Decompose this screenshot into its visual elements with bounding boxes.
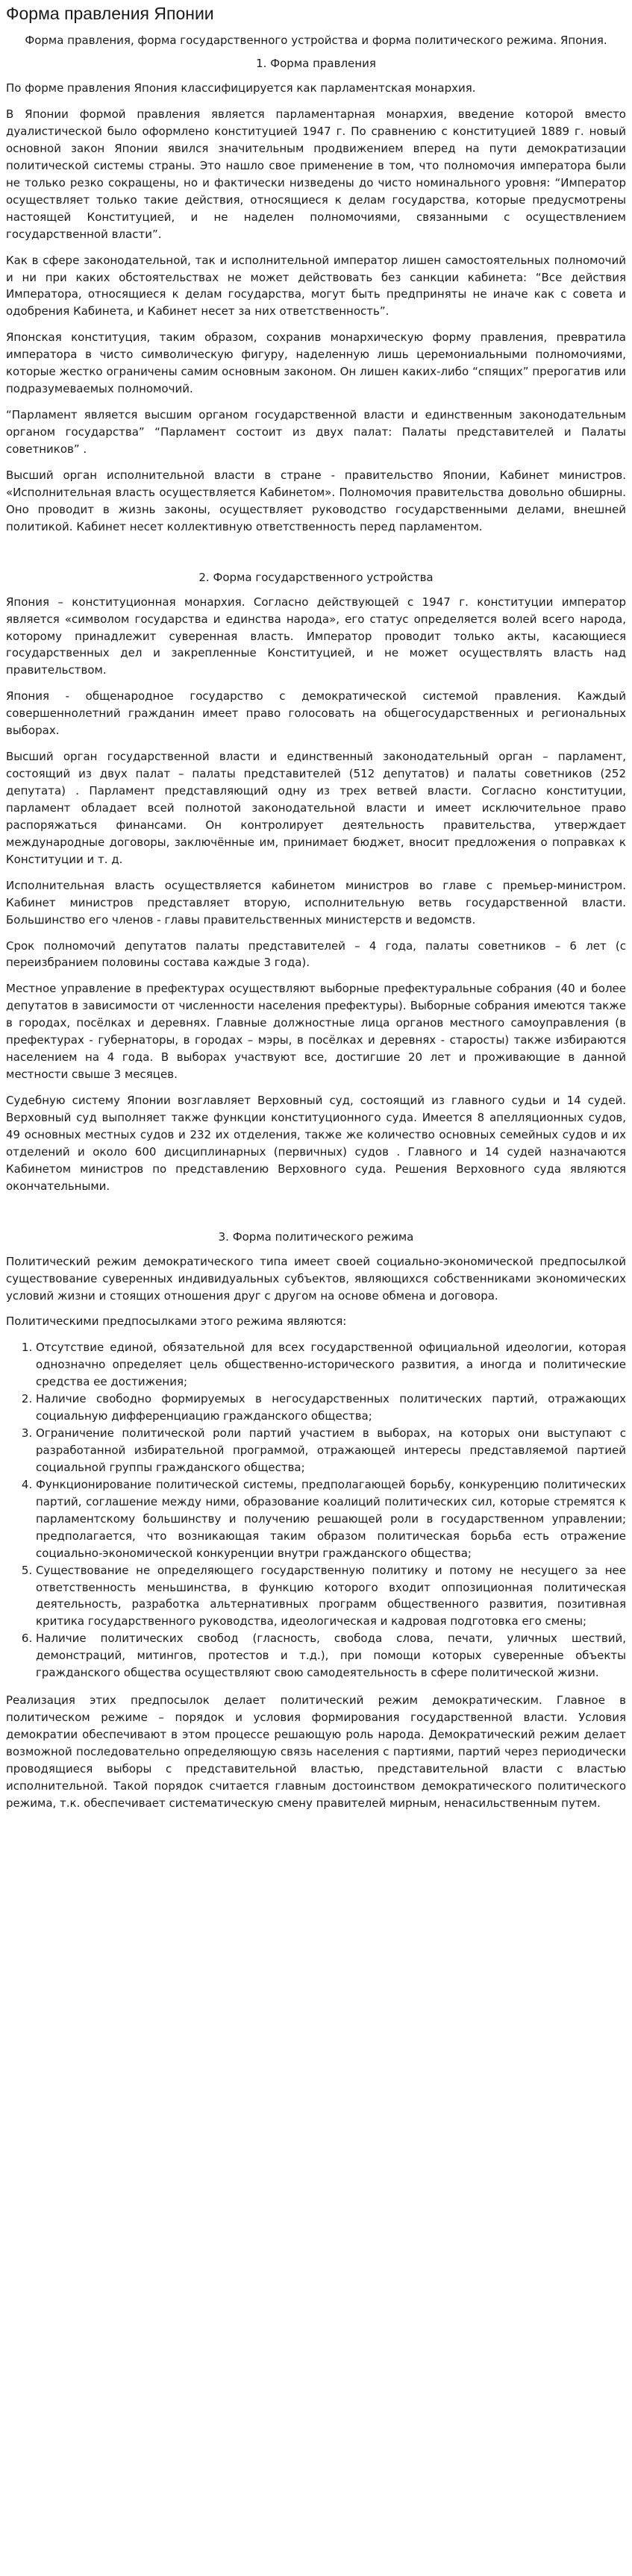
paragraph: В Японии формой правления является парламентарная монархия, введение которой вместо дуалистической было оформлено конституцией 1947 г. По сравнению с конституцией 1889 г. новый основной закон Японии явился значительным продвижением вперед на пути демократизации политической системы страны. Это нашло свое применение в том, что полномочия императора были не только резко сокращены, но и фактически низведены до чисто номинального уровня: “Император осуществляет только такие действия, относящиеся к делам государства, которые предусмотрены настоящей Конституцией, и не наделен полномочиями, связанными с осуществлением государственной власти”.: [6, 107, 626, 241]
section-political-regime: [6, 1228, 626, 1812]
list-item: 1. Отсутствие единой, обязательной для всех государственной официальной идеологии, которая однозначно определяет цель общественно-исторического развития, а иногда и политические средства ее достижения;: [36, 1339, 626, 1391]
paragraph: Высший орган государственной власти и единственный законодательный орган – парламент, состоящий из двух палат – палаты представителей (512 депутатов) и палаты советников (252 депутата) . Парламент представляющий одну из трех ветвей власти. Согласно конституции, парламент обладает всей полнотой законодательной власти и имеет исключительное право распоряжаться финансами. Он контролирует деятельность правительства, утверждает международные договоры, заключённые им, принимает бюджет, вносит предложения о поправках к Конституции и т. д.: [6, 750, 626, 866]
section-heading: 2. Форма государственного устройства: [198, 570, 434, 584]
paragraph: Политический режим демократического типа имеет своей социально-экономической предпосылкой существование суверенных индивидуальных субъектов, являющихся собственниками экономических условий жизни и стоящих отношения друг с другом на основе обмена и договора.: [6, 1254, 626, 1303]
section-form-of-government: [6, 54, 626, 536]
paragraph: Исполнительная власть осуществляется кабинетом министров во главе с премьер-министром. Кабинет министров представляет вторую, исполнительную ветвь государственной власти. Большинство его членов - главы правительственных министерств и ведомств.: [6, 878, 626, 927]
list-item: 4. Функционирование политической системы, предполагающей борьбу, конкуренцию политических партий, соглашение между ними, образование коалиций политических сил, которые стремятся к парламентскому большинству и получению решающей роли в государственном управлении; предполагается, что возникающая таким образом политическая борьба есть отражение социально-экономической конкуренции внутри гражданского общества;: [36, 1476, 626, 1562]
paragraph: Реализация этих предпосылок делает политический режим демократическим. Главное в политическом режиме – порядок и условия формирования государственной власти. Условия демократии обеспечивают в этом процессе решающую роль народа. Демократический режим делает возможной последовательно определяющую связь населения с партиями, партий через периодически проводящиеся выборы с представительной властью, представительной власти с властью исполнительной. Такой порядок считается главным достоинством демократического политического режима, т.к. обеспечивает систематическую смену правителей мирным, ненасильственным путем.: [6, 1693, 626, 1810]
list-item: 6. Наличие политических свобод (гласность, свобода слова, печати, уличных шествий, демонстраций, митингов, протестов и т.д.), при помощи которых суверенные объекты гражданского общества осуществляют свою самодеятельность в сфере политической жизни.: [36, 1630, 626, 1682]
paragraph: Политическими предпосылками этого режима являются:: [6, 1314, 347, 1329]
section-heading: 3. Форма политического режима: [218, 1229, 414, 1244]
paragraph: Как в сфере законодательной, так и исполнительной император лишен самостоятельных полномочий и ни при каких обстоятельствах не может действовать без санкции кабинета: “Все действия Императора, относящиеся к делам государства, могут быть предприняты не иначе как с совета и одобрения Кабинета, и Кабинет несет за них ответственность”.: [6, 253, 626, 319]
document-subtitle: Форма правления, форма государственного устройства и форма политического режима. Япония.: [25, 33, 607, 47]
section-heading: 1. Форма правления: [256, 57, 376, 71]
paragraph: Япония - общенародное государство с демократической системой правления. Каждый совершеннолетний гражданин имеет право голосовать на общегосударственных и региональных выборах.: [6, 689, 626, 738]
list-item: 3. Ограничение политической роли партий участием в выборах, на которых они выступают с разработанной избирательной программой, отражающей интересы представляемой партией социальной группы гражданского общества;: [36, 1425, 626, 1476]
section-state-structure: [6, 568, 626, 1195]
paragraph: Срок полномочий депутатов палаты представителей – 4 года, палаты советников – 6 лет (с переизбранием половины состава каждые 3 года).: [6, 938, 626, 970]
page-title: Форма правления Японии: [6, 4, 214, 23]
paragraph: Судебную систему Японии возглавляет Верховный суд, состоящий из главного судьи и 14 судей. Верховный суд выполняет также функции конституционного суда. Имеется 8 апелляционных судов, 49 основных местных судов и 232 их отделения, также же количество основных семейных судов и их отделений и около 600 дисциплинарных (первичных) судов . Главного и 14 судей назначаются Кабинетом министров по представлению Верховного суда. Решения Верховного суда являются окончательными.: [6, 1094, 626, 1193]
paragraph: Япония – конституционная монархия. Согласно действующей с 1947 г. конституции император является «символом государства и единства народа», его статус определяется волей всего народа, которому принадлежит суверенная власть. Император проводит только акты, касающиеся государственных дел и закрепленные Конституцией, и не может осуществлять власть над правительством.: [6, 595, 626, 677]
paragraph: Местное управление в префектурах осуществляют выборные префектуральные собрания (40 и более депутатов в зависимости от численности населения префектуры). Выборные собрания имеются также в городах, посёлках и деревнях. Главные должностные лица органов местного самоуправления (в префектурах - губернаторы, в городах – мэры, в посёлках и деревнях - старосты) также избираются населением на 4 года. В выборах участвуют все, достигшие 20 лет и проживающие в данной местности свыше 3 месяцев.: [6, 982, 626, 1082]
list-item: 2. Наличие свободно формируемых в негосударственных политических партий, отражающих социальную дифференциацию гражданского общества;: [36, 1391, 626, 1425]
list-item: 5. Существование не определяющего государственную политику и потому не несущего за нее ответственность меньшинства, в функцию которого входит оппозиционная политическая деятельность, разработка альтернативных программ общественного развития, позитивная критика государственного руководства, идеологическая и кадровая подготовка его смены;: [36, 1562, 626, 1631]
paragraph: “Парламент является высшим органом государственной власти и единственным законодательным органом государства” “Парламент состоит из двух палат: Палаты представителей и Палаты советников” .: [6, 408, 626, 456]
paragraph: Высший орган исполнительной власти в стране - правительство Японии, Кабинет министров. «Исполнительная власть осуществляется Кабинетом». Полномочия правительства довольно обширны. Оно проводит в жизнь законы, осуществляет руководство государственными делами, внешней политикой. Кабинет несет коллективную ответственность перед парламентом.: [6, 468, 626, 533]
prerequisites-list: [6, 1339, 626, 1682]
paragraph: Японская конституция, таким образом, сохранив монархическую форму правления, превратила императора в чисто символическую фигуру, наделенную лишь церемониальными полномочиями, которые жестко ограничены самим основным законом. Он лишен каких-либо “спящих” прерогатив или подразумеваемых полномочий.: [6, 330, 626, 396]
paragraph: По форме правления Япония классифицируется как парламентская монархия.: [6, 81, 476, 95]
